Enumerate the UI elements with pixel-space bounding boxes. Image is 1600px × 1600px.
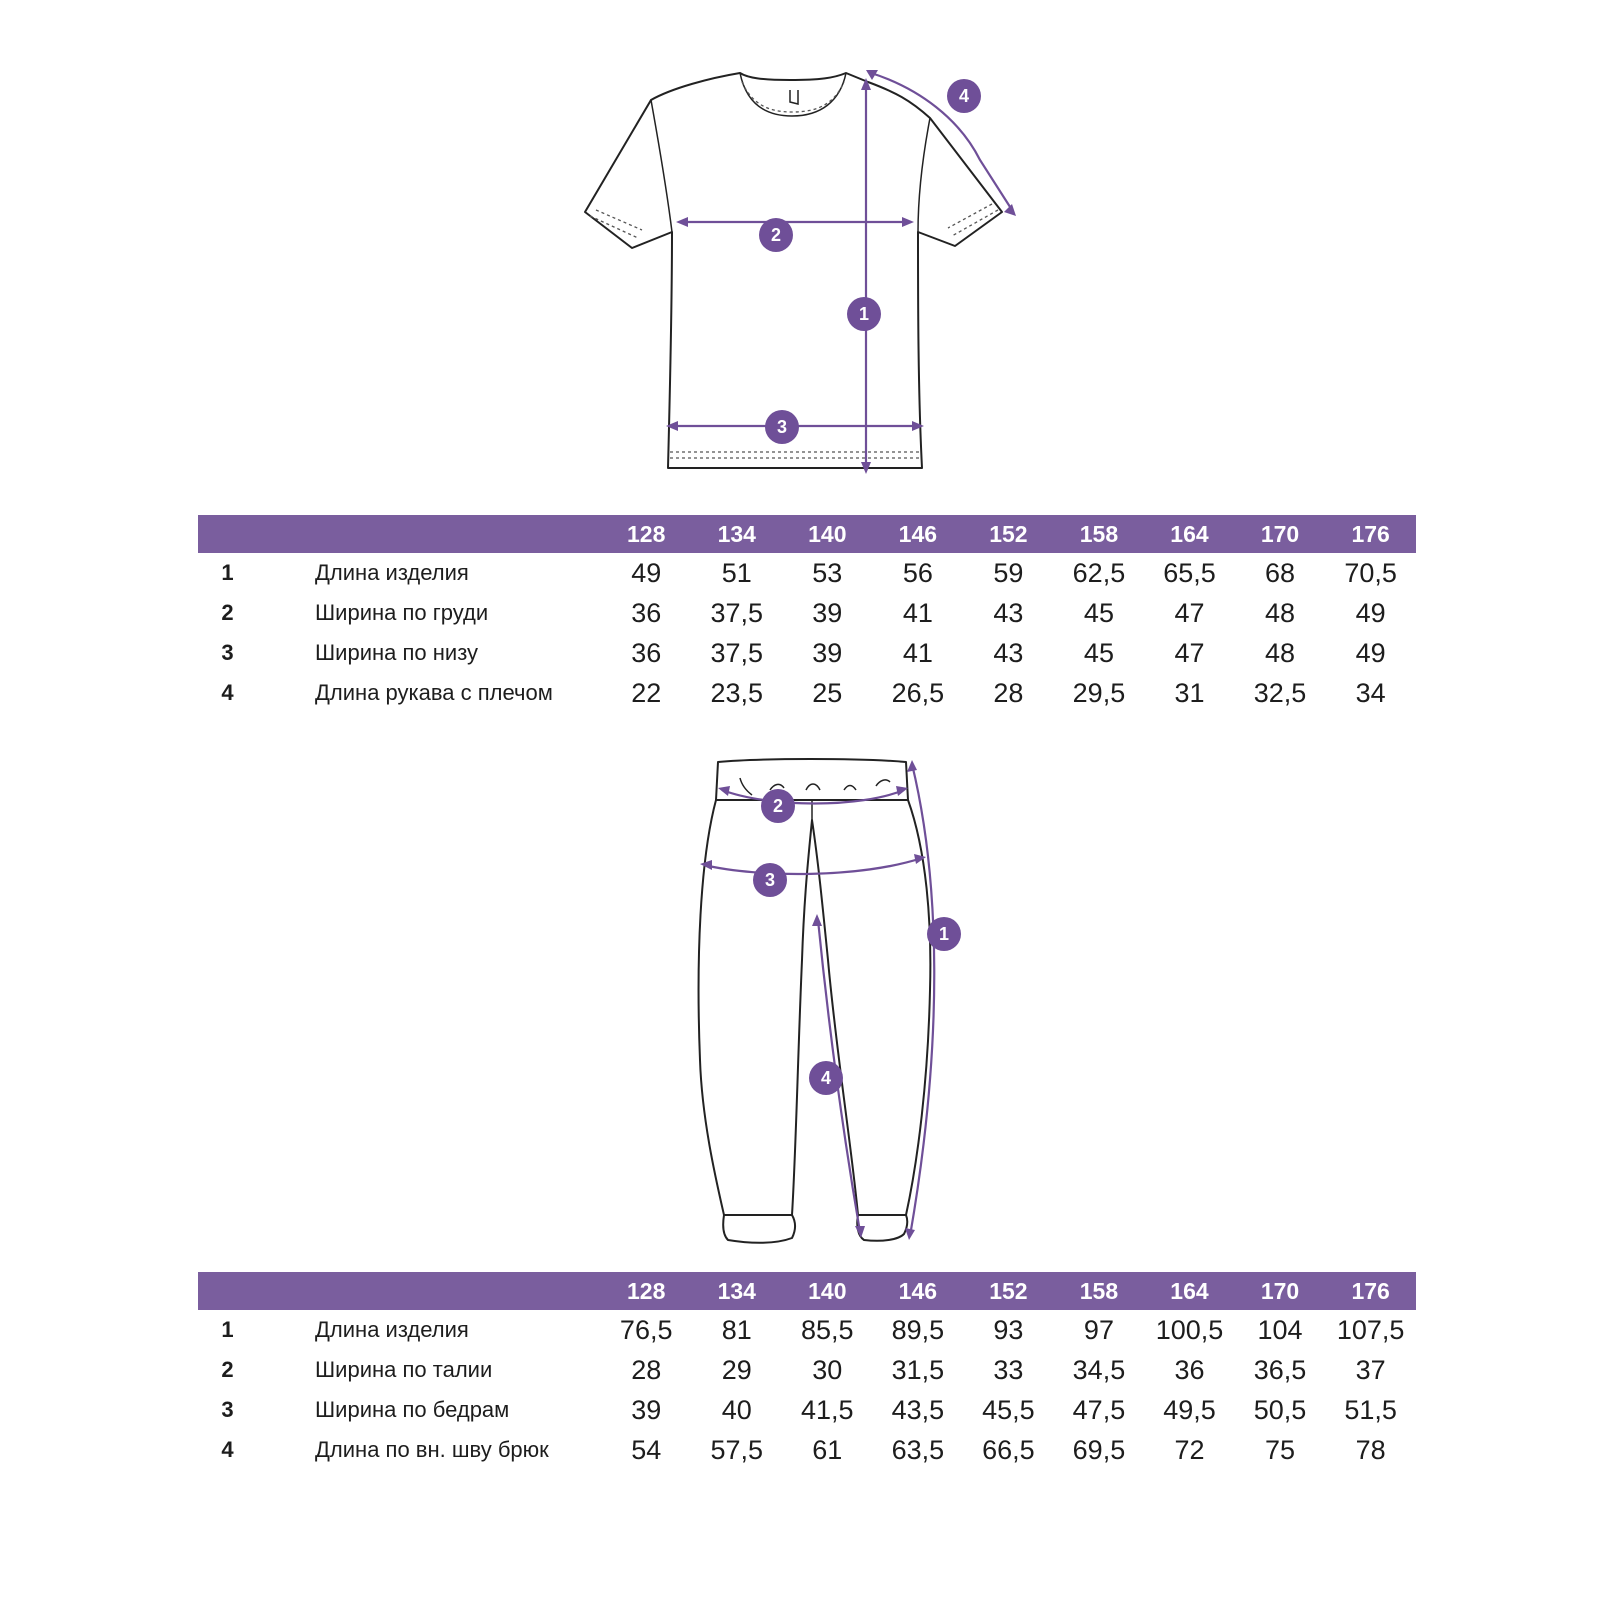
- table-cell: 36: [1174, 1354, 1205, 1385]
- table-cell: 41: [902, 637, 933, 668]
- table-cell: 69,5: [1072, 1434, 1126, 1465]
- table-row: [198, 673, 1416, 713]
- table-cell: 93: [993, 1314, 1024, 1345]
- table-cell: 51: [721, 557, 752, 588]
- table-cell: 107,5: [1336, 1314, 1405, 1345]
- size-header: 140: [782, 1272, 873, 1310]
- pants-right-cuff: [857, 1215, 907, 1241]
- table-header-row: [198, 515, 1416, 553]
- pants-diagram: [0, 755, 1600, 1255]
- badge-inseam: [809, 1061, 843, 1095]
- table-cell: 41: [902, 597, 933, 628]
- table-cell: 39: [631, 1394, 662, 1425]
- table-cell: 29,5: [1072, 677, 1126, 708]
- table-cell: 54: [631, 1434, 662, 1465]
- row-number: 4: [221, 680, 234, 705]
- table-cell: 40: [721, 1394, 752, 1425]
- row-number: 3: [221, 640, 234, 665]
- size-header: 158: [1054, 515, 1145, 553]
- row-number: 2: [221, 600, 234, 625]
- table-cell: 29: [721, 1354, 752, 1385]
- badge-sleeve-length: [947, 79, 981, 113]
- table-cell: 72: [1174, 1434, 1205, 1465]
- table-row: [198, 633, 1416, 673]
- tshirt-outline: [585, 73, 1002, 468]
- table-cell: 81: [721, 1314, 752, 1345]
- badge-chest-width: [759, 218, 793, 252]
- row-label: Длина изделия: [315, 1317, 469, 1342]
- table-cell: 33: [993, 1354, 1024, 1385]
- row-label: Длина изделия: [315, 560, 469, 585]
- table-cell: 63,5: [891, 1434, 945, 1465]
- row-label: Длина по вн. шву брюк: [315, 1437, 549, 1462]
- size-header: 164: [1144, 1272, 1235, 1310]
- table-cell: 47: [1174, 597, 1205, 628]
- size-header: 134: [691, 515, 782, 553]
- row-label: Ширина по бедрам: [315, 1397, 510, 1422]
- row-number: 3: [221, 1397, 234, 1422]
- table-cell: 68: [1265, 557, 1296, 588]
- pants-size-table: [198, 1272, 1416, 1470]
- table-cell: 41,5: [801, 1394, 854, 1425]
- table-cell: 57,5: [710, 1434, 764, 1465]
- table-cell: 75: [1265, 1434, 1296, 1465]
- table-header-row: [198, 1272, 1416, 1310]
- table-cell: 51,5: [1344, 1394, 1397, 1425]
- table-cell: 89,5: [891, 1314, 945, 1345]
- table-cell: 23,5: [710, 677, 764, 708]
- badge-pants-length: [927, 917, 961, 951]
- table-cell: 62,5: [1072, 557, 1126, 588]
- svg-text:3: 3: [764, 870, 776, 890]
- size-header: 152: [963, 1272, 1054, 1310]
- svg-text:4: 4: [820, 1068, 832, 1088]
- pants-left-cuff: [723, 1215, 795, 1243]
- pants-illustration: [0, 755, 1600, 1255]
- table-cell: 37,5: [710, 637, 764, 668]
- table-cell: 39: [812, 637, 843, 668]
- table-cell: 65,5: [1163, 557, 1216, 588]
- svg-text:1: 1: [858, 304, 870, 324]
- badge-length: [847, 297, 881, 331]
- table-cell: 39: [812, 597, 843, 628]
- table-cell: 78: [1355, 1434, 1386, 1465]
- svg-text:2: 2: [770, 225, 782, 245]
- pants-outline: [699, 800, 931, 1215]
- table-cell: 50,5: [1253, 1394, 1307, 1425]
- table-cell: 28: [631, 1354, 662, 1385]
- svg-text:4: 4: [958, 86, 970, 106]
- row-number: 1: [221, 1317, 234, 1342]
- table-cell: 61: [812, 1434, 843, 1465]
- table-row: [198, 1350, 1416, 1390]
- row-number: 2: [221, 1357, 234, 1382]
- table-cell: 43: [993, 597, 1024, 628]
- svg-text:2: 2: [772, 796, 784, 816]
- table-cell: 25: [812, 677, 843, 708]
- table-cell: 43: [993, 637, 1024, 668]
- size-header: 176: [1325, 515, 1416, 553]
- table-cell: 104: [1257, 1314, 1303, 1345]
- table-cell: 76,5: [619, 1314, 673, 1345]
- tshirt-diagram: [0, 60, 1600, 490]
- table-cell: 49: [1355, 597, 1386, 628]
- size-header: 170: [1235, 515, 1326, 553]
- table-cell: 22: [631, 677, 662, 708]
- table-cell: 31: [1174, 677, 1205, 708]
- table-cell: 36: [631, 597, 662, 628]
- tshirt-size-table: [198, 515, 1416, 713]
- size-header: 170: [1235, 1272, 1326, 1310]
- table-cell: 49,5: [1163, 1394, 1216, 1425]
- table-cell: 36,5: [1253, 1354, 1307, 1385]
- table-cell: 30: [812, 1354, 843, 1385]
- table-row: [198, 1390, 1416, 1430]
- badge-hem-width: [765, 410, 799, 444]
- table-cell: 70,5: [1344, 557, 1397, 588]
- table-cell: 66,5: [982, 1434, 1035, 1465]
- table-row: [198, 593, 1416, 633]
- table-cell: 47,5: [1072, 1394, 1126, 1425]
- size-header: 146: [873, 515, 964, 553]
- table-cell: 45,5: [982, 1394, 1035, 1425]
- table-cell: 49: [631, 557, 662, 588]
- table-cell: 85,5: [801, 1314, 854, 1345]
- size-header: 146: [873, 1272, 964, 1310]
- table-cell: 28: [993, 677, 1024, 708]
- table-cell: 32,5: [1253, 677, 1307, 708]
- svg-text:3: 3: [776, 417, 788, 437]
- row-number: 1: [221, 560, 234, 585]
- tshirt-illustration: [0, 60, 1600, 490]
- table-cell: 34: [1355, 677, 1386, 708]
- row-label: Ширина по талии: [315, 1357, 493, 1382]
- svg-text:1: 1: [938, 924, 950, 944]
- table-cell: 36: [631, 637, 662, 668]
- row-label: Ширина по низу: [315, 640, 479, 665]
- table-row: [198, 1310, 1416, 1350]
- table-cell: 56: [902, 557, 933, 588]
- table-cell: 49: [1355, 637, 1386, 668]
- row-label: Длина рукава с плечом: [315, 680, 553, 705]
- table-cell: 100,5: [1155, 1314, 1224, 1345]
- size-header: 152: [963, 515, 1054, 553]
- size-header: 128: [601, 515, 692, 553]
- table-cell: 37: [1355, 1354, 1386, 1385]
- badge-hips: [753, 863, 787, 897]
- row-label: Ширина по груди: [315, 600, 489, 625]
- table-cell: 34,5: [1072, 1354, 1126, 1385]
- badge-waist: [761, 789, 795, 823]
- table-cell: 47: [1174, 637, 1205, 668]
- table-cell: 45: [1083, 637, 1114, 668]
- table-cell: 48: [1265, 597, 1296, 628]
- size-header: 128: [601, 1272, 692, 1310]
- table-cell: 45: [1083, 597, 1114, 628]
- size-header: 164: [1144, 515, 1235, 553]
- table-cell: 53: [812, 557, 843, 588]
- table-cell: 31,5: [891, 1354, 945, 1385]
- table-cell: 97: [1083, 1314, 1114, 1345]
- row-number: 4: [221, 1437, 234, 1462]
- size-header: 140: [782, 515, 873, 553]
- table-cell: 26,5: [891, 677, 945, 708]
- size-header: 176: [1325, 1272, 1416, 1310]
- table-row: [198, 1430, 1416, 1470]
- table-cell: 37,5: [710, 597, 764, 628]
- table-cell: 59: [993, 557, 1024, 588]
- table-cell: 43,5: [891, 1394, 945, 1425]
- size-header: 158: [1054, 1272, 1145, 1310]
- table-row: [198, 553, 1416, 593]
- size-header: 134: [691, 1272, 782, 1310]
- table-cell: 48: [1265, 637, 1296, 668]
